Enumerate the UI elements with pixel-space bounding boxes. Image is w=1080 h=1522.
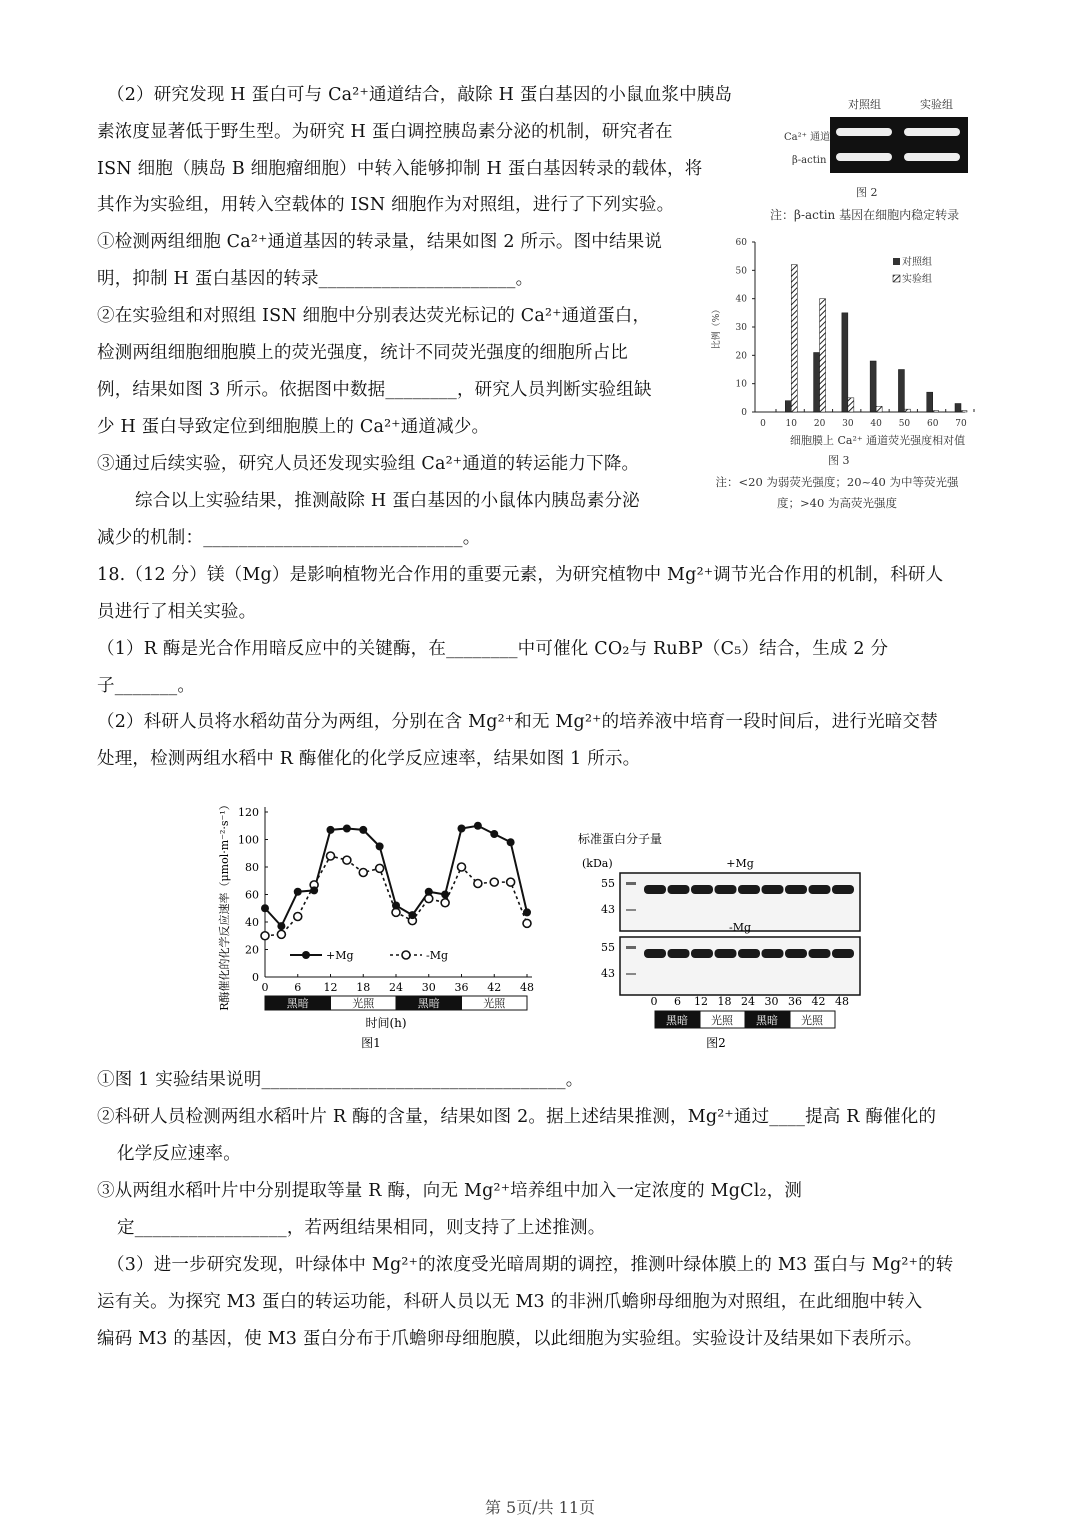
data-point-minus-mg [327, 852, 335, 860]
text-line: ISN 细胞（胰岛 B 细胞瘤细胞）中转入能够抑制 H 蛋白基因转录的载体，将 [97, 159, 703, 179]
text-line: ①图 1 实验结果说明__________________________________。 [97, 1070, 584, 1090]
y-tick-label: 80 [245, 861, 259, 874]
text-line: 子_______。 [97, 676, 196, 696]
protein-band [785, 885, 807, 894]
lane-label: 42 [811, 995, 826, 1008]
x-tick-label: 10 [785, 419, 798, 429]
protein-band [691, 885, 713, 894]
text-line: ②科研人员检测两组水稻叶片 R 酶的含量，结果如图 2。据上述结果推测，Mg²⁺通过____提高 R 酶催化的 [97, 1107, 937, 1127]
protein-band [809, 949, 831, 958]
group-label: -Mg [728, 921, 752, 934]
series-line-minus-mg [265, 856, 527, 936]
lane-label: 48 [835, 995, 849, 1008]
protein-band [785, 949, 807, 958]
protein-band [715, 885, 737, 894]
gel-col-label: 对照组 [848, 98, 881, 111]
marker-label: 43 [601, 967, 615, 980]
data-point-plus-mg [294, 888, 302, 896]
legend-label: -Mg [426, 949, 449, 962]
text-line: 18.（12 分）镁（Mg）是影响植物光合作用的重要元素，为研究植物中 Mg²⁺调节光合作用的机制，科研人 [97, 565, 944, 585]
chart-x-label: 细胞膜上 Ca²⁺ 通道荧光强度相对值 [790, 434, 966, 447]
protein-band [809, 885, 831, 894]
lane-label: 36 [788, 995, 802, 1008]
bar-control [870, 361, 876, 412]
gel-col-label: 实验组 [920, 98, 953, 111]
y-tick-label: 40 [735, 294, 747, 305]
data-point-minus-mg [474, 880, 482, 888]
chart-note: 注：<20 为弱荧光强度；20~40 为中等荧光强度；>40 为高荧光强度 [715, 475, 959, 510]
data-point-plus-mg [441, 891, 449, 899]
gel-row-label: β-actin [792, 155, 827, 166]
text-line: ①检测两组细胞 Ca²⁺通道基因的转录量，结果如图 2 所示。图中结果说 [97, 232, 663, 252]
text-line: ②在实验组和对照组 ISN 细胞中分别表达荧光标记的 Ca²⁺通道蛋白， [97, 306, 651, 326]
text-line: 素浓度显著低于野生型。为研究 H 蛋白调控胰岛素分泌的机制，研究者在 [97, 122, 673, 142]
text-line: （2）科研人员将水稻幼苗分为两组，分别在含 Mg²⁺和无 Mg²⁺的培养液中培育一段时间后，进行光暗交替 [97, 712, 938, 732]
x-tick-label: 42 [487, 981, 502, 994]
data-point-plus-mg [474, 822, 482, 830]
x-tick-label: 60 [926, 419, 939, 429]
period-label: 黑暗 [417, 997, 440, 1010]
lane-label: 24 [741, 995, 755, 1008]
x-tick-label: 30 [421, 981, 436, 994]
lane-label: 6 [674, 995, 681, 1008]
data-point-plus-mg [359, 826, 367, 834]
protein-band [644, 949, 666, 958]
text-line: （1）R 酶是光合作用暗反应中的关键酶，在________中可催化 CO₂与 RuBP（C₅）结合，生成 2 分 [97, 639, 889, 659]
y-tick-label: 0 [252, 971, 259, 984]
figure-note: 注：β-actin 基因在细胞内稳定转录 [770, 208, 960, 222]
chart-header: 标准蛋白分子量 [578, 832, 663, 846]
text-line: 其作为实验组，用转入空载体的 ISN 细胞作为对照组，进行了下列实验。 [97, 195, 675, 215]
legend-swatch-experimental [893, 275, 900, 282]
protein-band [762, 949, 784, 958]
data-point-minus-mg [507, 878, 515, 886]
figure-2-western-blot [570, 825, 870, 1055]
protein-band [691, 949, 713, 958]
text-line: 编码 M3 的基因，使 M3 蛋白分布于爪蟾卵母细胞膜，以此细胞为实验组。实验设计及结果如下表所示。 [97, 1329, 923, 1349]
gel-image [830, 117, 968, 173]
data-point-plus-mg [523, 908, 531, 916]
x-tick-label: 6 [294, 981, 302, 994]
y-tick-label: 120 [238, 806, 259, 819]
data-point-minus-mg [441, 899, 449, 907]
x-tick-label: 18 [356, 981, 371, 994]
data-point-plus-mg [425, 888, 433, 896]
protein-band [668, 949, 690, 958]
text-line: ③从两组水稻叶片中分别提取等量 R 酶，向无 Mg²⁺培养组中加入一定浓度的 MgCl₂，测 [97, 1181, 803, 1201]
text-line: ③通过后续实验，研究人员还发现实验组 Ca²⁺通道的转运能力下降。 [97, 454, 640, 474]
x-axis-label: 时间(h) [365, 1016, 407, 1030]
data-point-plus-mg [408, 911, 416, 919]
legend-label: +Mg [326, 949, 354, 962]
y-tick-label: 100 [238, 833, 259, 847]
bar-experimental [961, 411, 967, 412]
page-footer: 第 5页/共 11页 [484, 1498, 596, 1517]
x-tick-label: 20 [813, 419, 826, 429]
ladder-band [626, 946, 636, 949]
data-point-plus-mg [376, 842, 384, 850]
x-tick-label: 24 [389, 981, 403, 994]
legend-swatch-control [893, 258, 900, 265]
period-label: 黑暗 [666, 1014, 688, 1027]
data-point-plus-mg [261, 904, 269, 912]
data-point-plus-mg [392, 902, 400, 910]
x-tick-label: 50 [898, 419, 911, 429]
text-line: 少 H 蛋白导致定位到细胞膜上的 Ca²⁺通道减少。 [97, 417, 490, 437]
protein-band [738, 885, 760, 894]
period-label: 光照 [801, 1014, 823, 1027]
bar-experimental [933, 411, 939, 412]
gel-row-label: Ca²⁺ 通道 [784, 132, 831, 143]
y-axis-label: R酶催化的化学反应速率（μmol·m⁻²·s⁻¹） [218, 799, 231, 1011]
lane-label: 18 [717, 995, 732, 1008]
y-tick-label: 20 [245, 943, 259, 957]
lane-label: 12 [694, 995, 708, 1008]
data-point-plus-mg [277, 922, 285, 930]
data-point-plus-mg [327, 826, 335, 834]
bar-experimental [848, 398, 854, 412]
bar-control [842, 313, 848, 412]
x-tick-label: 30 [842, 419, 854, 429]
y-tick-label: 10 [735, 379, 747, 390]
data-point-minus-mg [261, 932, 269, 940]
period-label: 光照 [711, 1014, 733, 1027]
protein-band [832, 949, 854, 958]
text-line: 定_________________，若两组结果相同，则支持了上述推测。 [117, 1218, 606, 1238]
figure-caption: 图2 [706, 1036, 726, 1050]
bar-experimental [791, 265, 797, 412]
text-line: 化学反应速率。 [117, 1144, 241, 1164]
marker-label: 55 [601, 941, 615, 954]
data-point-plus-mg [343, 825, 351, 833]
chart-title: 图 3 [828, 454, 850, 467]
x-tick-label: 36 [454, 981, 469, 994]
data-point-minus-mg [392, 908, 400, 916]
unit-label: (kDa) [582, 857, 613, 870]
text-line: （3）进一步研究发现，叶绿体中 Mg²⁺的浓度受光暗周期的调控，推测叶绿体膜上的 M3 蛋白与 Mg²⁺的转 [107, 1255, 954, 1275]
text-line: 明，抑制 H 蛋白基因的转录______________________。 [97, 269, 534, 289]
ladder-band [626, 973, 636, 975]
lane-label: 30 [764, 995, 779, 1008]
protein-band [644, 885, 666, 894]
y-tick-label: 60 [735, 238, 747, 248]
data-point-minus-mg [376, 864, 384, 872]
data-point-plus-mg [458, 825, 466, 833]
ladder-band [626, 882, 636, 885]
text-line: 处理，检测两组水稻中 R 酶催化的化学反应速率，结果如图 1 所示。 [97, 749, 641, 769]
x-tick-label: 0 [760, 419, 766, 429]
y-tick-label: 30 [735, 323, 747, 333]
legend-label: 实验组 [902, 274, 932, 285]
data-point-plus-mg [490, 830, 498, 838]
figure-1-line-chart [210, 795, 550, 1055]
text-line: 员进行了相关实验。 [97, 602, 257, 622]
ladder-band [626, 909, 636, 911]
x-tick-label: 48 [520, 981, 534, 994]
bar-experimental [904, 409, 910, 412]
period-label: 光照 [483, 997, 506, 1010]
period-label: 黑暗 [756, 1014, 778, 1027]
legend-marker-plus-mg [302, 951, 310, 959]
x-tick-label: 40 [870, 419, 882, 429]
data-point-minus-mg [277, 930, 285, 938]
y-tick-label: 50 [735, 266, 747, 277]
bar-control [927, 392, 933, 412]
text-line: 减少的机制：_____________________________。 [97, 528, 481, 548]
bar-control [785, 401, 791, 412]
x-tick-label: 12 [323, 981, 338, 994]
protein-band [668, 885, 690, 894]
protein-band [762, 885, 784, 894]
text-line: 检测两组细胞细胞膜上的荧光强度，统计不同荧光强度的细胞所占比 [97, 343, 628, 363]
bar-experimental [876, 406, 882, 412]
x-tick-label: 0 [261, 981, 269, 994]
gel-panel [620, 937, 860, 995]
x-tick-label: 70 [955, 419, 967, 429]
legend-marker-minus-mg [402, 951, 410, 959]
figure-caption: 图1 [361, 1036, 381, 1050]
legend-label: 对照组 [902, 257, 932, 268]
data-point-minus-mg [490, 878, 498, 886]
y-tick-label: 0 [741, 408, 747, 418]
period-label: 黑暗 [286, 997, 309, 1010]
data-point-plus-mg [310, 886, 318, 894]
protein-band [715, 949, 737, 958]
figure-caption: 图 2 [856, 186, 878, 199]
data-point-minus-mg [458, 863, 466, 871]
text-line: 运有关。为探究 M3 蛋白的转运功能，科研人员以无 M3 的非洲爪蟾卵母细胞为对照组，在此细胞中转入 [97, 1292, 923, 1312]
bar-experimental [820, 299, 826, 412]
data-point-minus-mg [523, 919, 531, 927]
text-line: （2）研究发现 H 蛋白可与 Ca²⁺通道结合，敲除 H 蛋白基因的小鼠血浆中胰岛 [107, 85, 733, 105]
y-axis-label: 比例（%） [712, 304, 722, 350]
text-line: 综合以上实验结果，推测敲除 H 蛋白基因的小鼠体内胰岛素分泌 [135, 491, 640, 511]
lane-label: 0 [650, 995, 658, 1008]
period-label: 光照 [352, 997, 375, 1010]
data-point-minus-mg [359, 869, 367, 877]
y-tick-label: 40 [245, 916, 259, 929]
group-label: +Mg [726, 857, 754, 870]
data-point-plus-mg [507, 838, 515, 846]
y-tick-label: 20 [735, 351, 747, 362]
data-point-minus-mg [294, 913, 302, 921]
text-line: 例，结果如图 3 所示。依据图中数据________，研究人员判断实验组缺 [97, 380, 652, 400]
marker-label: 43 [601, 903, 615, 916]
marker-label: 55 [601, 877, 615, 890]
bar-control [955, 404, 961, 413]
bar-control [898, 370, 904, 413]
protein-band [832, 885, 854, 894]
y-tick-label: 60 [245, 888, 259, 902]
protein-band [738, 949, 760, 958]
bar-control [814, 353, 820, 413]
figure-2-gel [780, 92, 980, 222]
data-point-minus-mg [425, 895, 433, 903]
data-point-minus-mg [343, 856, 351, 864]
